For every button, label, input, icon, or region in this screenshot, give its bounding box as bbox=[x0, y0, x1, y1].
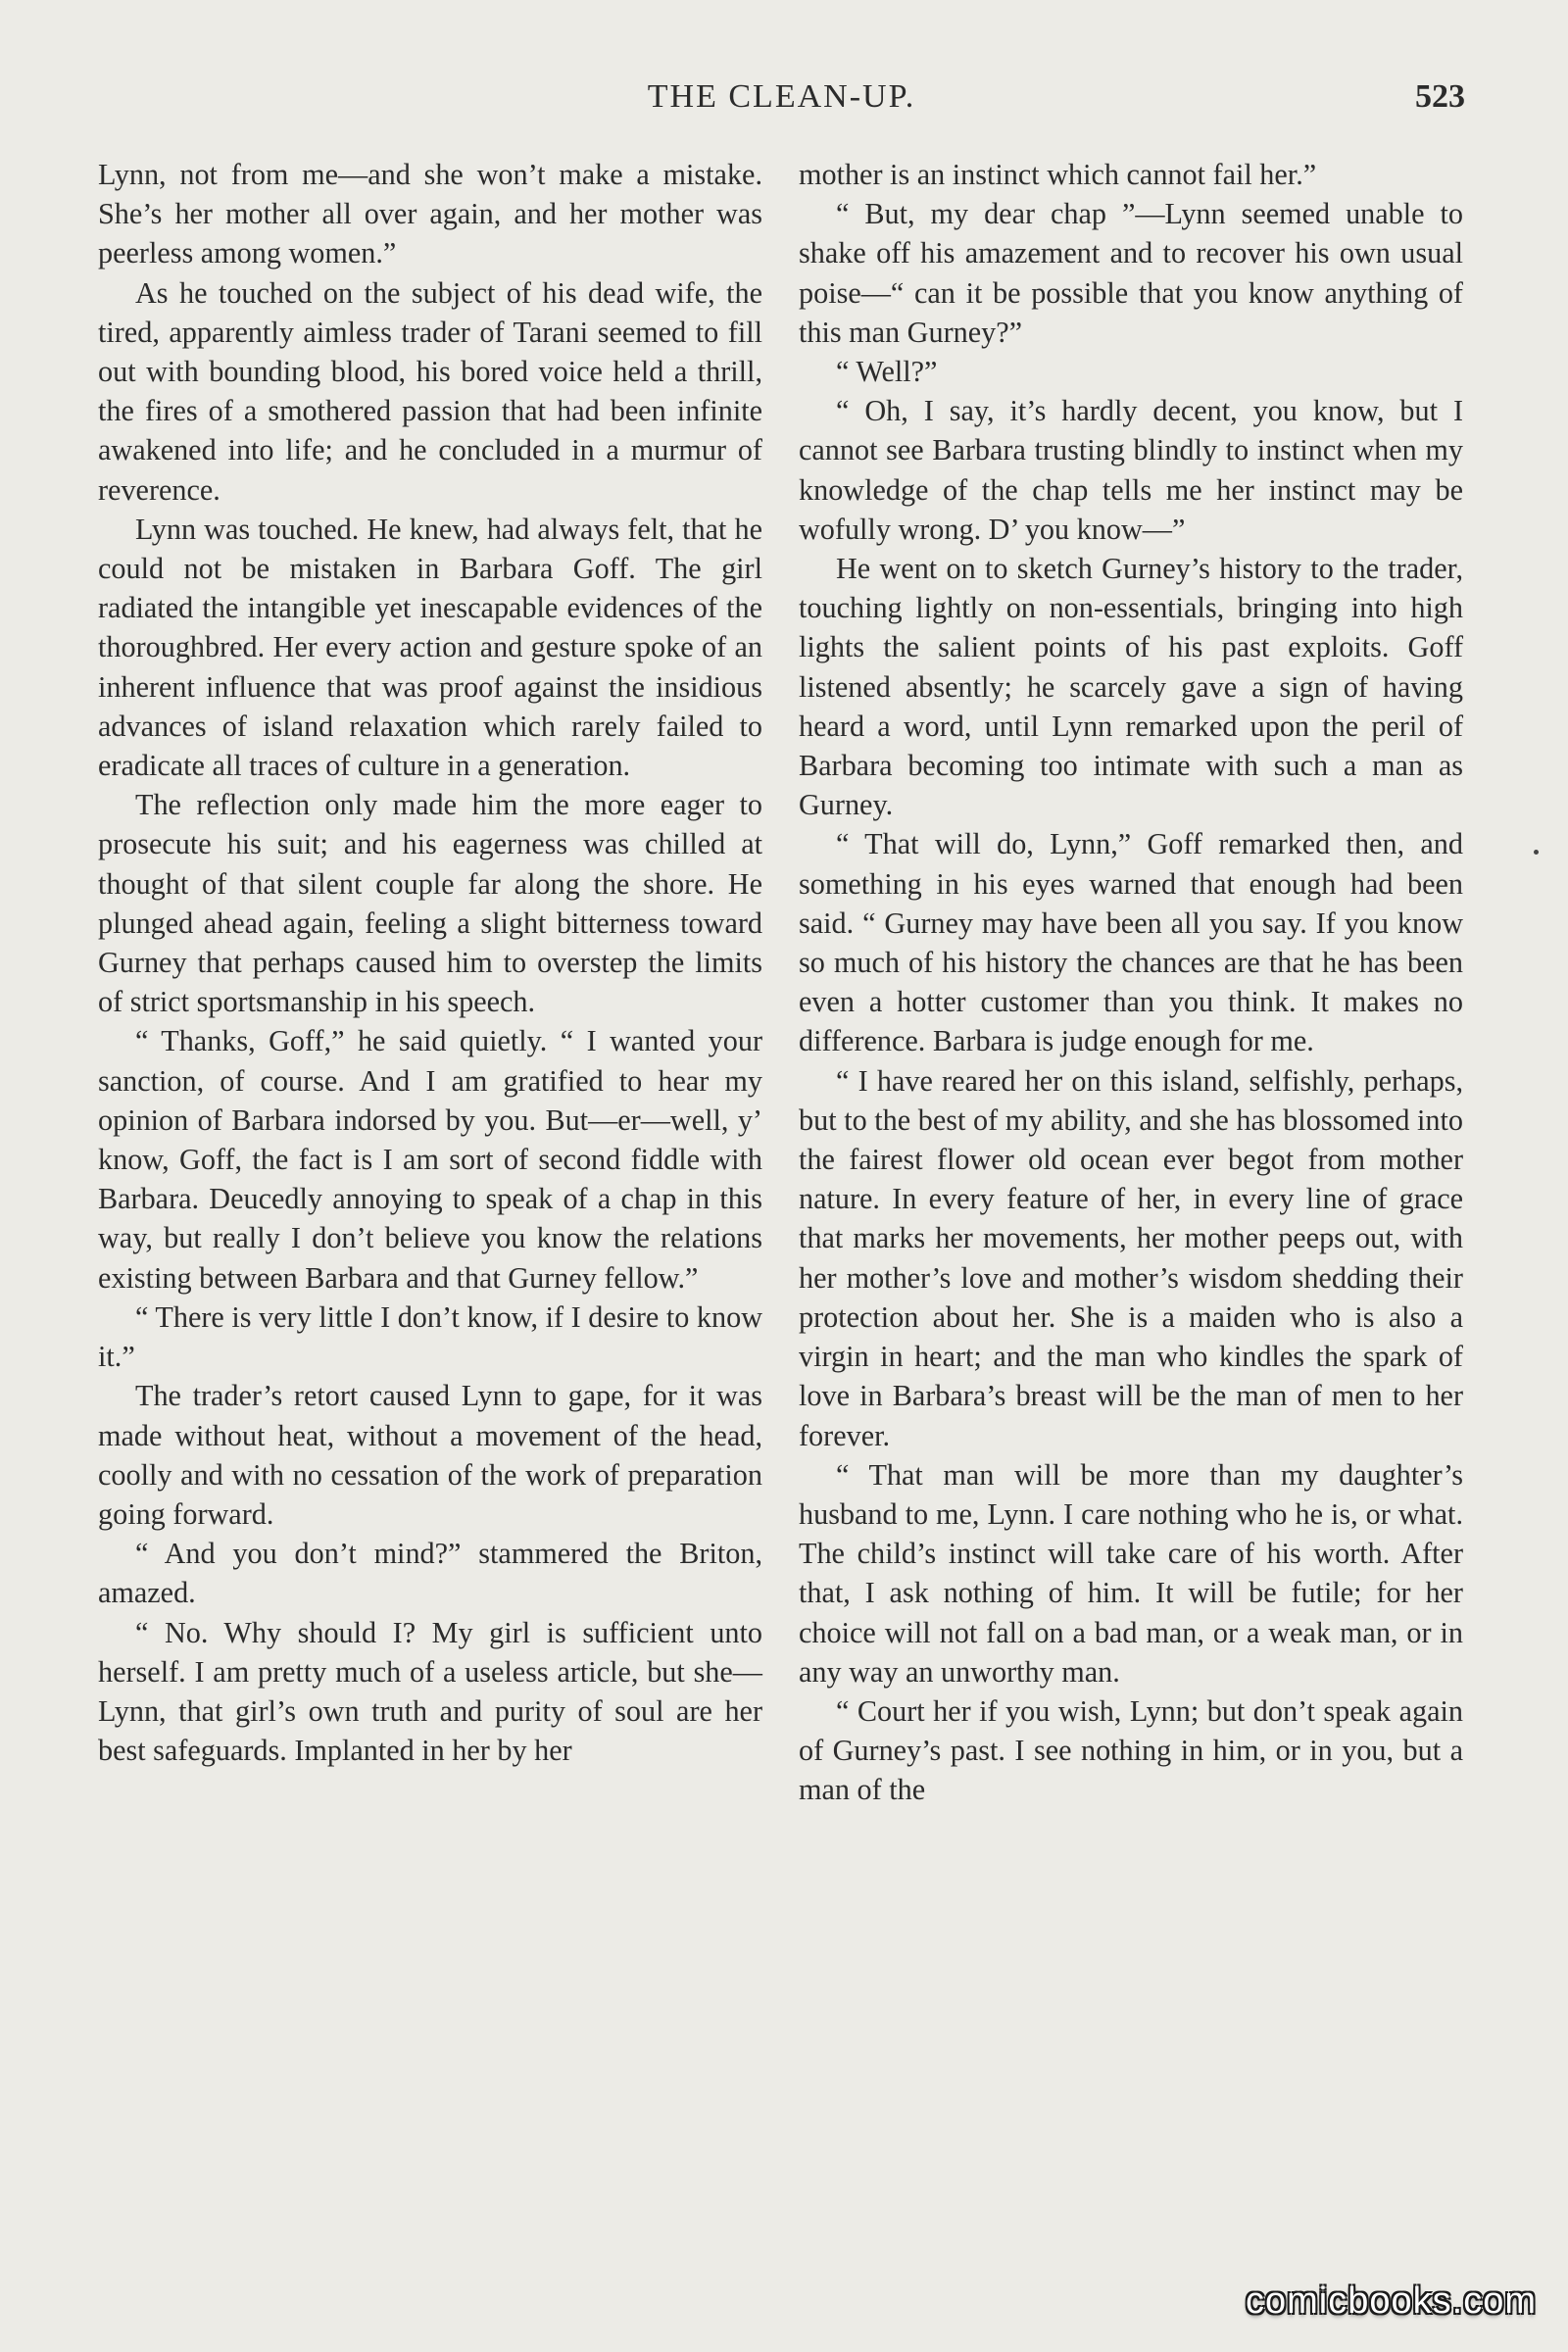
paragraph: Lynn was touched. He knew, had always felt, that he could not be mistaken in Barbara Goff. The girl radiated the intangible yet inescapable evidences of the thoroughbred. Her every action and gesture spoke of an inherent influence that was proof against the insidious advances of island relaxation which rarely failed to eradicate all traces of culture in a generation. bbox=[98, 512, 762, 783]
paragraph: He went on to sketch Gurney’s history to the trader, touching lightly on non-essentials, bringing into high lights the salient points of his past exploits. Goff listened absently; he scarcely gave a sign of having heard a word, until Lynn remarked upon the peril of Barbara becoming too intimate with such a man as Gurney. bbox=[799, 552, 1463, 822]
paragraph: mother is an instinct which cannot fail her.” bbox=[799, 158, 1317, 191]
paragraph: The trader’s retort caused Lynn to gape, for it was made without heat, without a movement of the head, coolly and with no cessation of the work of preparation going forward. bbox=[98, 1379, 762, 1531]
page-number: 523 bbox=[1415, 78, 1465, 115]
paragraph: The reflection only made him the more eager to prosecute his suit; and his eagerness was chilled at thought of that silent couple far along the shore. He plunged ahead again, feeling a slight bitterness toward Gurney that perhaps caused him to overstep the limits of strict sportsmanship in his speech. bbox=[98, 788, 762, 1019]
paragraph: “ There is very little I don’t know, if I desire to know it.” bbox=[98, 1299, 762, 1374]
page-header bbox=[98, 78, 1465, 127]
paragraph: “ I have reared her on this island, selfishly, perhaps, but to the best of my ability, and she has blossomed into the fairest flower old ocean ever begot from mother nature. In every feature of her, in every line of grace that marks her movements, her mother peeps out, with her mother’s love and mother’s wisdom shedding their protection about her. She is a maiden who is also a virgin in heart; and the man who kindles the spark of love in Barbara’s breast will be the man of men to her forever. bbox=[799, 1063, 1463, 1452]
running-title: THE CLEAN-UP. bbox=[647, 78, 916, 115]
ink-speck bbox=[1534, 850, 1539, 855]
paragraph: “ No. Why should I? My girl is sufficient unto herself. I am pretty much of a useless article, but she—Lynn, that girl’s own truth and purity of soul are her best safeguards. Implanted in her by her bbox=[98, 1615, 762, 1768]
paragraph: As he touched on the subject of his dead wife, the tired, apparently aimless trader of Tarani seemed to fill out with bounding blood, his bored voice held a thrill, the fires of a smothered passion that had been infinite awakened into life; and he concluded in a murmur of reverence. bbox=[98, 275, 762, 507]
paragraph: “ Well?” bbox=[836, 355, 938, 389]
left-column bbox=[98, 155, 762, 1770]
paragraph: “ And you don’t mind?” stammered the Briton, amazed. bbox=[98, 1537, 762, 1610]
paragraph: “ That will do, Lynn,” Goff remarked then, and something in his eyes warned that enough had been said. “ Gurney may have been all you say. If you know so much of his history the chances are that he has been even a hotter customer than you think. It makes no difference. Barbara is judge enough for me. bbox=[799, 827, 1463, 1058]
paragraph: “ Court her if you wish, Lynn; but don’t speak again of Gurney’s past. I see nothing in him, or in you, but a man of the bbox=[799, 1693, 1463, 1807]
right-column bbox=[799, 155, 1463, 1810]
paragraph: “ Oh, I say, it’s hardly decent, you know, but I cannot see Barbara trusting blindly to instinct when my knowledge of the chap tells me her instinct may be wofully wrong. D’ you know—” bbox=[799, 394, 1463, 546]
paragraph: “ But, my dear chap ”—Lynn seemed unable to shake off his amazement and to recover his own usual poise—“ can it be possible that you know anything of this man Gurney?” bbox=[799, 197, 1463, 349]
paragraph: Lynn, not from me—and she won’t make a mistake. She’s her mother all over again, and her mother was peerless among women.” bbox=[98, 158, 762, 270]
paragraph: “ Thanks, Goff,” he said quietly. “ I wanted your sanction, of course. And I am gratified to hear my opinion of Barbara indorsed by you. But—er—well, y’ know, Goff, the fact is I am sort of second fiddle with Barbara. Deucedly annoying to speak of a chap in this way, but really I don’t believe you know the relations existing between Barbara and that Gurney fellow.” bbox=[98, 1024, 762, 1295]
watermark: comicbooks.com bbox=[1246, 2280, 1537, 2322]
paragraph: “ That man will be more than my daughter’s husband to me, Lynn. I care nothing who he is, or what. The child’s instinct will take care of his worth. After that, I ask nothing of him. It will be futile; for her choice will not fall on a bad man, or a weak man, or in any way an unworthy man. bbox=[799, 1457, 1463, 1689]
